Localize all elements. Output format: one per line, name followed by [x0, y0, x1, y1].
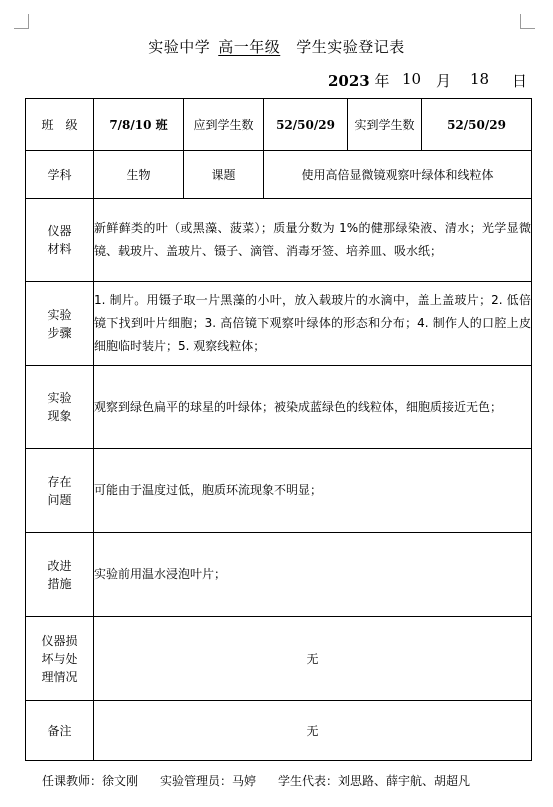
steps-label: 实验 步骤	[26, 282, 94, 366]
student-representatives: 学生代表：刘思路、薛宇航、胡超凡	[278, 774, 471, 788]
materials-row	[26, 199, 532, 282]
date-month: 10	[402, 70, 422, 88]
subject-label: 学科	[26, 151, 94, 199]
grade-name: 高一年级	[218, 38, 281, 56]
equipment-damage-label: 仪器损 坏与处 理情况	[26, 617, 94, 701]
actual-students-label: 实到学生数	[348, 99, 422, 151]
margin-mark-top-right	[520, 14, 535, 29]
materials-content: 新鲜藓类的叶（或黑藻、菠菜）；质量分数为 1%的健那绿染液、清水；光学显微镜、载玻片、盖玻片、镊子、滴管、消毒牙签、培养皿、吸水纸；	[94, 199, 532, 282]
problems-label: 存在 问题	[26, 449, 94, 533]
class-info-row	[26, 99, 532, 151]
date-day-unit: 日	[512, 72, 528, 90]
margin-mark-top-left	[14, 14, 29, 29]
improvements-content: 实验前用温水浸泡叶片；	[94, 533, 532, 617]
problems-row	[26, 449, 532, 533]
date-year: 2023 年	[328, 72, 390, 90]
manager-signature: 实验管理员：马婷	[160, 774, 257, 788]
remarks-row	[26, 701, 532, 761]
document-title	[0, 36, 553, 57]
remarks-label: 备注	[26, 701, 94, 761]
teacher-signature: 任课教师：徐文刚	[42, 774, 139, 788]
topic-value: 使用高倍显微镜观察叶绿体和线粒体	[264, 151, 532, 199]
subject-row	[26, 151, 532, 199]
experiment-record-table	[25, 98, 532, 761]
equipment-damage-row	[26, 617, 532, 701]
improvements-label: 改进 措施	[26, 533, 94, 617]
actual-students-value: 52/50/29	[422, 99, 532, 151]
steps-content: 1. 制片。用镊子取一片黑藻的小叶，放入载玻片的水滴中，盖上盖玻片；2. 低倍镜下找到叶片细胞；3. 高倍镜下观察叶绿体的形态和分布；4. 制作人的口腔上皮细胞临时装片；5. 观察线粒体；	[94, 282, 532, 366]
phenomena-content: 观察到绿色扁平的球星的叶绿体；被染成蓝绿色的线粒体，细胞质接近无色；	[94, 366, 532, 449]
date-month-unit: 月	[436, 72, 452, 90]
topic-label: 课题	[184, 151, 264, 199]
steps-row	[26, 282, 532, 366]
improvements-row	[26, 533, 532, 617]
date-day: 18	[470, 70, 490, 88]
school-name: 实验中学	[148, 38, 211, 56]
equipment-damage-content: 无	[94, 617, 532, 701]
expected-students-value: 52/50/29	[264, 99, 348, 151]
phenomena-label: 实验 现象	[26, 366, 94, 449]
class-label: 班 级	[26, 99, 94, 151]
phenomena-row	[26, 366, 532, 449]
remarks-content: 无	[94, 701, 532, 761]
subject-value: 生物	[94, 151, 184, 199]
form-title: 学生实验登记表	[296, 38, 405, 56]
expected-students-label: 应到学生数	[184, 99, 264, 151]
problems-content: 可能由于温度过低，胞质环流现象不明显；	[94, 449, 532, 533]
materials-label: 仪器 材料	[26, 199, 94, 282]
class-value: 7/8/10 班	[94, 99, 184, 151]
signature-footer	[42, 772, 470, 789]
